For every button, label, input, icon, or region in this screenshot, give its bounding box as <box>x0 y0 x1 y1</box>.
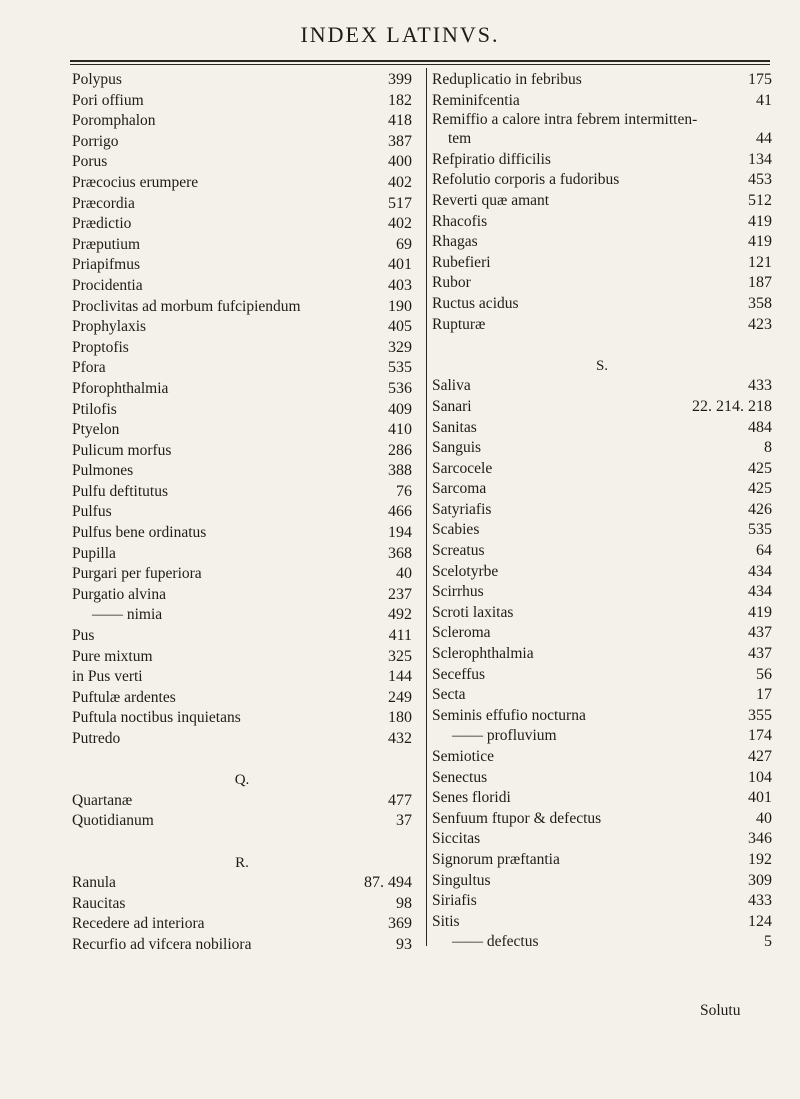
index-entry <box>72 873 412 894</box>
page-number: 492 <box>388 606 412 624</box>
index-term: Pulmones <box>72 462 134 480</box>
index-term: Procidentia <box>72 276 143 294</box>
index-entry <box>72 91 412 112</box>
page-number: 98 <box>396 894 412 912</box>
index-entry <box>72 194 412 215</box>
index-term: Scroti laxitas <box>432 603 514 621</box>
page-number: 434 <box>748 562 772 580</box>
index-entry <box>72 708 412 729</box>
page-number: 121 <box>748 253 772 271</box>
index-term: —— nimia <box>92 606 163 624</box>
index-entry <box>72 70 412 91</box>
page-number: 434 <box>748 583 772 601</box>
index-term: Pulfus <box>72 503 112 521</box>
index-entry <box>432 582 772 603</box>
index-entry <box>432 459 772 480</box>
page-number: 325 <box>388 647 412 665</box>
index-term: Senes floridi <box>432 789 511 807</box>
index-entry <box>432 150 772 171</box>
page-number: 182 <box>388 91 412 109</box>
section-letter-text: Q. <box>234 772 250 789</box>
page-number: 134 <box>748 150 772 168</box>
index-term: Sclerophthalmia <box>432 645 534 663</box>
index-term: Saliva <box>432 377 471 395</box>
page-number: 192 <box>748 850 772 868</box>
index-entry <box>432 603 772 624</box>
index-entry <box>432 726 772 747</box>
index-term: Putredo <box>72 730 121 747</box>
page-number: 368 <box>388 544 412 562</box>
index-entry <box>432 129 772 150</box>
index-entry <box>432 418 772 439</box>
index-entry <box>432 747 772 768</box>
index-term: Pupilla <box>72 544 116 562</box>
index-term: Singultus <box>432 871 491 889</box>
index-entry <box>432 91 772 112</box>
page-number: 403 <box>388 276 412 294</box>
index-entry <box>432 273 772 294</box>
page-number: 237 <box>388 585 412 603</box>
index-entry <box>432 706 772 727</box>
index-entry <box>432 850 772 871</box>
page-number: 419 <box>748 603 772 621</box>
page-number: 466 <box>388 503 412 521</box>
index-term: Puftulæ ardentes <box>72 688 176 706</box>
page-number: 410 <box>388 421 412 439</box>
page-number: 174 <box>748 727 772 745</box>
page-number: 175 <box>748 71 772 88</box>
page-number: 5 <box>764 933 772 951</box>
index-entry <box>432 253 772 274</box>
index-term: Scabies <box>432 521 480 539</box>
index-entry <box>72 173 412 194</box>
index-term: Ptilofis <box>72 400 117 418</box>
index-entry <box>72 358 412 379</box>
page-number: 405 <box>388 318 412 336</box>
page-number: 8 <box>764 439 772 457</box>
index-term: Remiffio a calore intra febrem intermitten- <box>432 111 698 129</box>
index-term: Priapifmus <box>72 256 141 274</box>
index-term: Sarcoma <box>432 480 487 498</box>
page-number: 477 <box>388 791 412 809</box>
index-entry <box>432 623 772 644</box>
index-entry <box>72 791 412 812</box>
page-number: 249 <box>388 688 412 706</box>
index-term: Pulfu deftitutus <box>72 482 169 500</box>
blank-line <box>72 750 412 771</box>
index-term: Rhagas <box>432 233 478 251</box>
page-number: 426 <box>748 500 772 518</box>
index-term: Rubefieri <box>432 253 491 271</box>
index-entry <box>72 935 412 956</box>
page-number: 423 <box>748 315 772 333</box>
page-number: 309 <box>748 871 772 889</box>
page-number: 419 <box>748 212 772 230</box>
header-rule-thin <box>70 64 770 65</box>
index-entry <box>72 338 412 359</box>
index-entry <box>72 255 412 276</box>
page-number: 44 <box>756 130 772 148</box>
page-number: 402 <box>388 173 412 191</box>
index-term: Sanitas <box>432 418 477 436</box>
index-term: Pori offium <box>72 91 144 109</box>
index-entry <box>432 562 772 583</box>
index-entry <box>72 502 412 523</box>
section-letter <box>432 356 772 377</box>
index-term: Refpiratio difficilis <box>432 150 551 168</box>
index-term: Quotidianum <box>72 812 154 830</box>
index-term: Rubor <box>432 274 471 292</box>
page-number: 37 <box>396 812 412 830</box>
index-entry <box>432 111 772 129</box>
index-term: Puftula noctibus inquietans <box>72 709 241 727</box>
page-number: 104 <box>748 768 772 786</box>
index-entry <box>72 894 412 915</box>
page-number: 400 <box>388 153 412 171</box>
index-entry <box>72 626 412 647</box>
page-number: 17 <box>756 686 772 704</box>
index-entry <box>432 376 772 397</box>
index-term: Sitis <box>432 912 460 930</box>
index-term: Porrigo <box>72 132 119 150</box>
index-term: Porus <box>72 153 108 171</box>
index-term: Senfuum ftupor & defectus <box>432 809 602 827</box>
index-term: Præcordia <box>72 194 135 212</box>
index-term: —— defectus <box>452 933 539 951</box>
index-entry <box>432 665 772 686</box>
index-entry <box>72 297 412 318</box>
page-number: 402 <box>388 215 412 233</box>
index-entry <box>432 479 772 500</box>
page-number: 144 <box>388 668 412 686</box>
index-entry <box>72 729 412 750</box>
index-term: Rhacofis <box>432 212 488 230</box>
index-term: Præputium <box>72 235 141 253</box>
page-number: 76 <box>396 482 412 500</box>
page-number: 433 <box>748 892 772 910</box>
index-term: Pfora <box>72 359 106 377</box>
page-number: 401 <box>388 256 412 274</box>
index-term: Scirrhus <box>432 583 484 601</box>
page-number: 40 <box>756 809 772 827</box>
page-number: 64 <box>756 542 772 560</box>
index-term: Purgari per fuperiora <box>72 565 202 583</box>
index-entry <box>72 482 412 503</box>
index-term: Secta <box>432 686 466 704</box>
index-entry <box>72 461 412 482</box>
page-number: 437 <box>748 645 772 663</box>
index-term: Proclivitas ad morbum fufcipiendum <box>72 297 301 315</box>
index-entry <box>432 912 772 933</box>
index-entry <box>72 235 412 256</box>
index-term: Signorum præftantia <box>432 850 560 868</box>
catchword: Solutu <box>700 1002 741 1019</box>
blank-line <box>432 335 772 356</box>
index-term: Proptofis <box>72 338 129 356</box>
index-term: Sanari <box>432 397 472 415</box>
index-entry <box>72 605 412 626</box>
index-term: Senectus <box>432 768 488 786</box>
index-entry <box>72 441 412 462</box>
index-entry <box>432 541 772 562</box>
index-entry <box>432 891 772 912</box>
page-number: 425 <box>748 480 772 498</box>
index-entry <box>432 685 772 706</box>
index-term: Poromphalon <box>72 112 156 130</box>
index-term: Polypus <box>72 71 122 88</box>
index-term: Prophylaxis <box>72 318 147 336</box>
index-term: Reverti quæ amant <box>432 191 550 209</box>
index-term: Screatus <box>432 542 485 560</box>
index-term: Pulicum morfus <box>72 441 172 459</box>
index-entry <box>432 397 772 418</box>
page-number: 432 <box>388 730 412 747</box>
page-number: 180 <box>388 709 412 727</box>
section-letter <box>72 853 412 874</box>
page-number: 369 <box>388 915 412 933</box>
index-entry <box>72 564 412 585</box>
right-index-column <box>432 70 772 953</box>
index-entry <box>72 152 412 173</box>
index-term: Scelotyrbe <box>432 562 499 580</box>
index-entry <box>72 811 412 832</box>
index-term: Ptyelon <box>72 421 120 439</box>
index-term: Siccitas <box>432 830 481 848</box>
index-entry <box>72 400 412 421</box>
page-number: 190 <box>388 297 412 315</box>
index-entry <box>432 871 772 892</box>
index-entry <box>432 932 772 953</box>
index-entry <box>432 520 772 541</box>
index-term: Recedere ad interiora <box>72 915 205 933</box>
page-number: 329 <box>388 338 412 356</box>
index-entry <box>72 914 412 935</box>
index-term: —— profluvium <box>452 727 557 745</box>
page-number: 535 <box>388 359 412 377</box>
page-number: 22. 214. 218 <box>692 397 772 415</box>
index-term: Reduplicatio in febribus <box>432 71 582 88</box>
page-number: 69 <box>396 235 412 253</box>
page-number: 388 <box>388 462 412 480</box>
page-number: 419 <box>748 233 772 251</box>
index-term: Pulfus bene ordinatus <box>72 524 207 542</box>
page-number: 399 <box>388 71 412 88</box>
index-entry <box>432 70 772 91</box>
index-entry <box>432 500 772 521</box>
page-number: 425 <box>748 459 772 477</box>
index-term: Raucitas <box>72 894 126 912</box>
index-entry <box>432 191 772 212</box>
index-entry <box>432 644 772 665</box>
index-entry <box>432 170 772 191</box>
page-number: 484 <box>748 418 772 436</box>
index-entry <box>72 667 412 688</box>
index-entry <box>72 317 412 338</box>
index-entry <box>72 276 412 297</box>
index-term: Ructus acidus <box>432 294 519 312</box>
index-entry <box>72 132 412 153</box>
page-number: 355 <box>748 706 772 724</box>
index-term: tem <box>448 130 472 148</box>
index-term: Sarcocele <box>432 459 493 477</box>
section-letter <box>72 770 412 791</box>
index-term: Recurfio ad vifcera nobiliora <box>72 935 252 953</box>
section-letter-text: S. <box>595 357 609 374</box>
index-term: Siriafis <box>432 892 477 910</box>
index-term: Scleroma <box>432 624 491 642</box>
index-entry <box>72 379 412 400</box>
index-term: Seminis effufio nocturna <box>432 706 586 724</box>
index-term: Pus <box>72 627 95 645</box>
index-entry <box>72 544 412 565</box>
index-entry <box>432 809 772 830</box>
page-header: INDEX LATINVS. <box>300 22 500 47</box>
index-term: Quartanæ <box>72 791 133 809</box>
page-number: 286 <box>388 441 412 459</box>
index-term: Seceffus <box>432 665 486 683</box>
page-number: 437 <box>748 624 772 642</box>
index-entry <box>72 585 412 606</box>
header-rule-thick <box>70 60 770 62</box>
index-entry <box>432 438 772 459</box>
blank-line <box>72 832 412 853</box>
column-divider <box>426 68 427 946</box>
page-number: 358 <box>748 294 772 312</box>
page-number: 56 <box>756 665 772 683</box>
index-term: Purgatio alvina <box>72 585 166 603</box>
page-number: 187 <box>748 274 772 292</box>
index-entry <box>432 315 772 336</box>
index-term: Sanguis <box>432 439 482 457</box>
index-term: in Pus verti <box>72 668 143 686</box>
page-number: 535 <box>748 521 772 539</box>
index-entry <box>432 212 772 233</box>
page-number: 517 <box>388 194 412 212</box>
index-entry <box>432 768 772 789</box>
page-number: 194 <box>388 524 412 542</box>
page-number: 418 <box>388 112 412 130</box>
page-number: 536 <box>388 379 412 397</box>
index-term: Ranula <box>72 874 116 892</box>
left-index-column <box>72 70 412 956</box>
section-letter-text: R. <box>235 854 249 871</box>
index-term: Præcocius erumpere <box>72 173 199 191</box>
page-number: 401 <box>748 789 772 807</box>
page-number: 41 <box>756 91 772 109</box>
index-term: Reminifcentia <box>432 91 520 109</box>
page-number: 409 <box>388 400 412 418</box>
index-term: Semiotice <box>432 748 494 765</box>
page-number: 411 <box>388 627 412 645</box>
index-term: Refolutio corporis a fudoribus <box>432 171 620 189</box>
index-term: Pure mixtum <box>72 647 153 665</box>
page-number: 40 <box>396 565 412 583</box>
page-number: 387 <box>388 132 412 150</box>
page-number: 346 <box>748 830 772 848</box>
index-term: Prædictio <box>72 215 132 233</box>
page-number: 124 <box>748 912 772 930</box>
index-entry <box>72 420 412 441</box>
index-term: Satyriafis <box>432 500 492 518</box>
index-entry <box>432 294 772 315</box>
page-number: 427 <box>748 748 772 765</box>
index-term: Pforophthalmia <box>72 379 169 397</box>
page-number: 87. 494 <box>364 874 412 892</box>
page-number: 453 <box>748 171 772 189</box>
page-number: 433 <box>748 377 772 395</box>
index-entry <box>72 214 412 235</box>
page-number: 93 <box>396 935 412 953</box>
index-entry <box>72 111 412 132</box>
index-entry <box>432 788 772 809</box>
index-entry <box>72 647 412 668</box>
page-number: 512 <box>748 191 772 209</box>
index-term: Rupturæ <box>432 315 486 333</box>
index-entry <box>72 523 412 544</box>
index-entry <box>72 688 412 709</box>
index-entry <box>432 232 772 253</box>
index-entry <box>432 829 772 850</box>
